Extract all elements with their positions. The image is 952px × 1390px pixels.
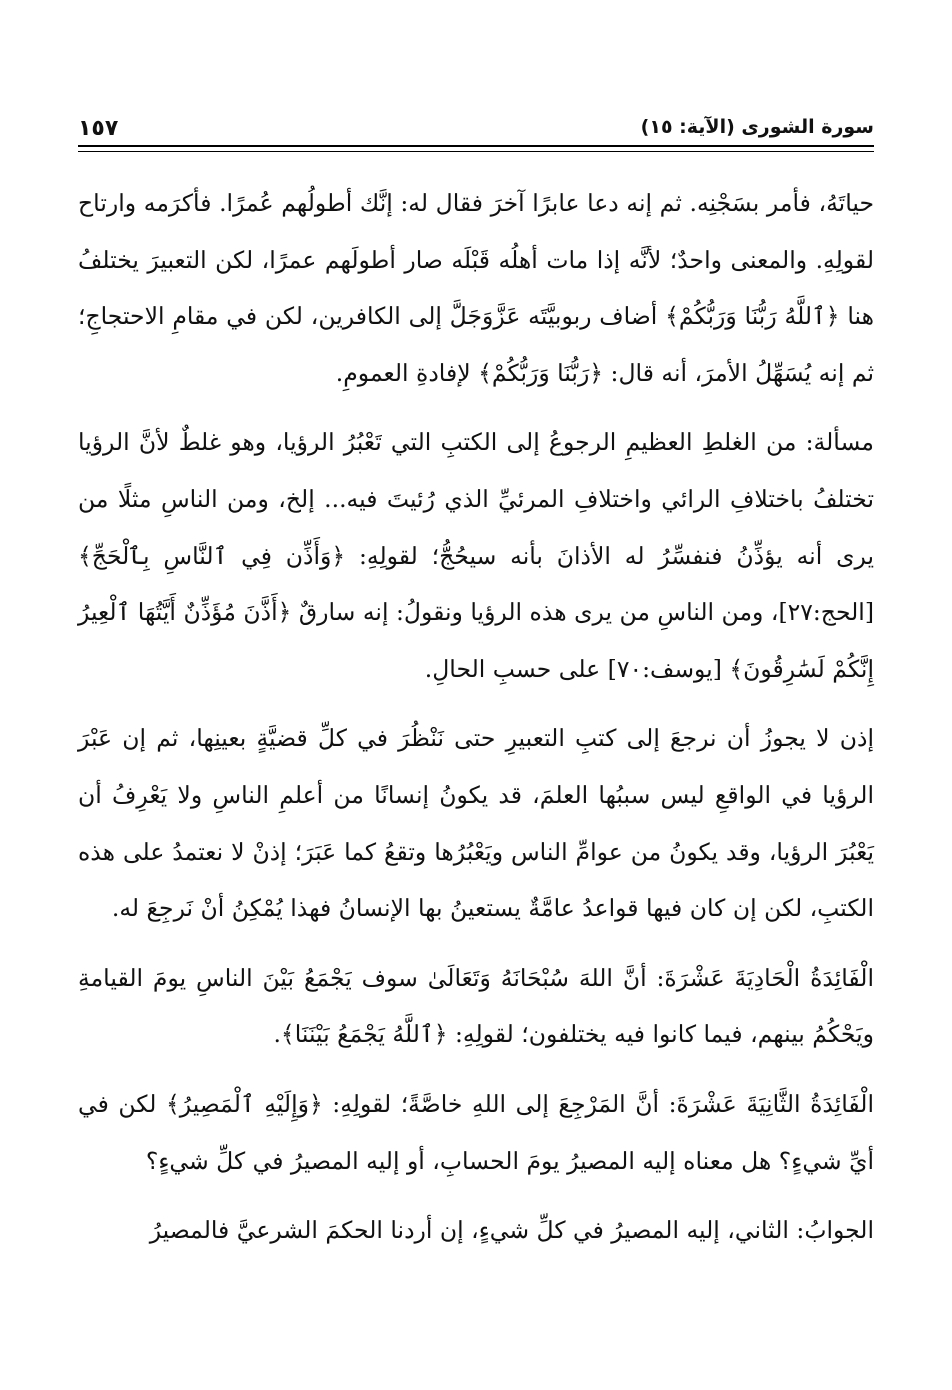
paragraph-issue-dream-books: مسألة: من الغلطِ العظيمِ الرجوعُ إلى الكتبِ التي تَعْبُرُ الرؤيا، وهو غلطٌ لأنَّ الرؤيا تختلفُ باختلافِ الرائي واختلافِ المرئيِّ الذي رُئيتَ فيه... إلخ، ومن الناسِ مثلًا من يرى أنه يؤذِّنُ فنفسِّرُ له الأذانَ بأنه سيحُجُّ؛ لقولِهِ: ﴿وَأَذِّن فِي ٱلنَّاسِ بِٱلْحَجِّ﴾ [الحج:٢٧]، ومن الناسِ من يرى هذه الرؤيا ونقولُ: إنه سارقٌ ﴿أَذَّنَ مُؤَذِّنٌ أَيَّتُهَا ٱلْعِيرُ إِنَّكُمْ لَسَٰرِقُونَ﴾ [يوسف:٧٠] على حسبِ الحالِ. xyxy=(78,428,874,683)
paragraph-answer: الجوابُ: الثاني، إليه المصيرُ في كلِّ شيءٍ، إن أردنا الحكمَ الشرعيَّ فالمصيرُ xyxy=(149,1216,874,1245)
page-body xyxy=(78,175,874,1272)
paragraph-benefit-twelve: الْفَائِدَةُ الثَّانِيَةَ عَشْرَةَ: أنَّ المَرْجِعَ إلى اللهِ خاصَّةً؛ لقولِهِ: ﴿وَإِلَيْهِ ٱلْمَصِيرُ﴾ لكن في أيِّ شيءٍ؟ هل معناه إليه المصيرُ يومَ الحسابِ، أو إليه المصيرُ في كلِّ شيءٍ؟ xyxy=(78,1089,874,1175)
page-number: ١٥٧ xyxy=(78,116,119,141)
paragraph-dream-interpretation-example: حياتَهُ، فأمر بسَجْنِه. ثم إنه دعا عابرًا آخرَ فقال له: إنَّك أطولُهم عُمرًا. فأكرَمه وارتاح لقولِهِ. والمعنى واحدٌ؛ لأنَّه إذا مات أهلُه قَبْلَه صار أطولَهم عمرًا، لكن التعبيرَ يختلفُ هنا ﴿ٱللَّهُ رَبُّنَا وَرَبُّكُمْ﴾ أضاف ربوبيَّتَه عَزَّوَجَلَّ إلى الكافرين، لكن في مقامِ الاحتجاجِ؛ ثم إنه يُسَهِّلُ الأمرَ، أنه قال: ﴿رَبُّنَا وَرَبُّكُمْ﴾ لإفادةِ العمومِ. xyxy=(78,189,874,387)
paragraph-benefit-eleven: الْفَائِدَةُ الْحَادِيَةَ عَشْرَةَ: أنَّ اللهَ سُبْحَانَهُ وَتَعَالَىٰ سوف يَجْمَعُ بَيْنَ الناسِ يومَ القيامةِ ويَحْكُمُ بينهم، فيما كانوا فيه يختلفون؛ لقولِهِ: ﴿ٱللَّهُ يَجْمَعُ بَيْنَنَا﴾. xyxy=(78,963,874,1049)
paragraph-conclusion: إذن لا يجوزُ أن نرجعَ إلى كتبِ التعبيرِ حتى نَنْظُرَ في كلِّ قضيَّةٍ بعينِها، ثم إن عَبْرَ الرؤيا في الواقعِ ليس سببُها العلمَ، قد يكونُ إنسانًا من أعلمِ الناسِ ولا يَعْرِفُ أن يَعْبُرَ الرؤيا، وقد يكونُ من عوامِّ الناس ويَعْبُرُها وتقعُ كما عَبَرَ؛ إذنْ لا نعتمدُ على هذه الكتبِ، لكن إن كان فيها قواعدُ عامَّةٌ يستعينُ بها الإنسانُ فهذا يُمْكِنُ أنْ نَرجِعَ له. xyxy=(78,724,874,923)
header-divider xyxy=(78,145,874,152)
surah-title: سورة الشورى (الآية: ١٥) xyxy=(640,116,874,138)
book-page xyxy=(78,0,874,1390)
running-header xyxy=(78,112,874,146)
